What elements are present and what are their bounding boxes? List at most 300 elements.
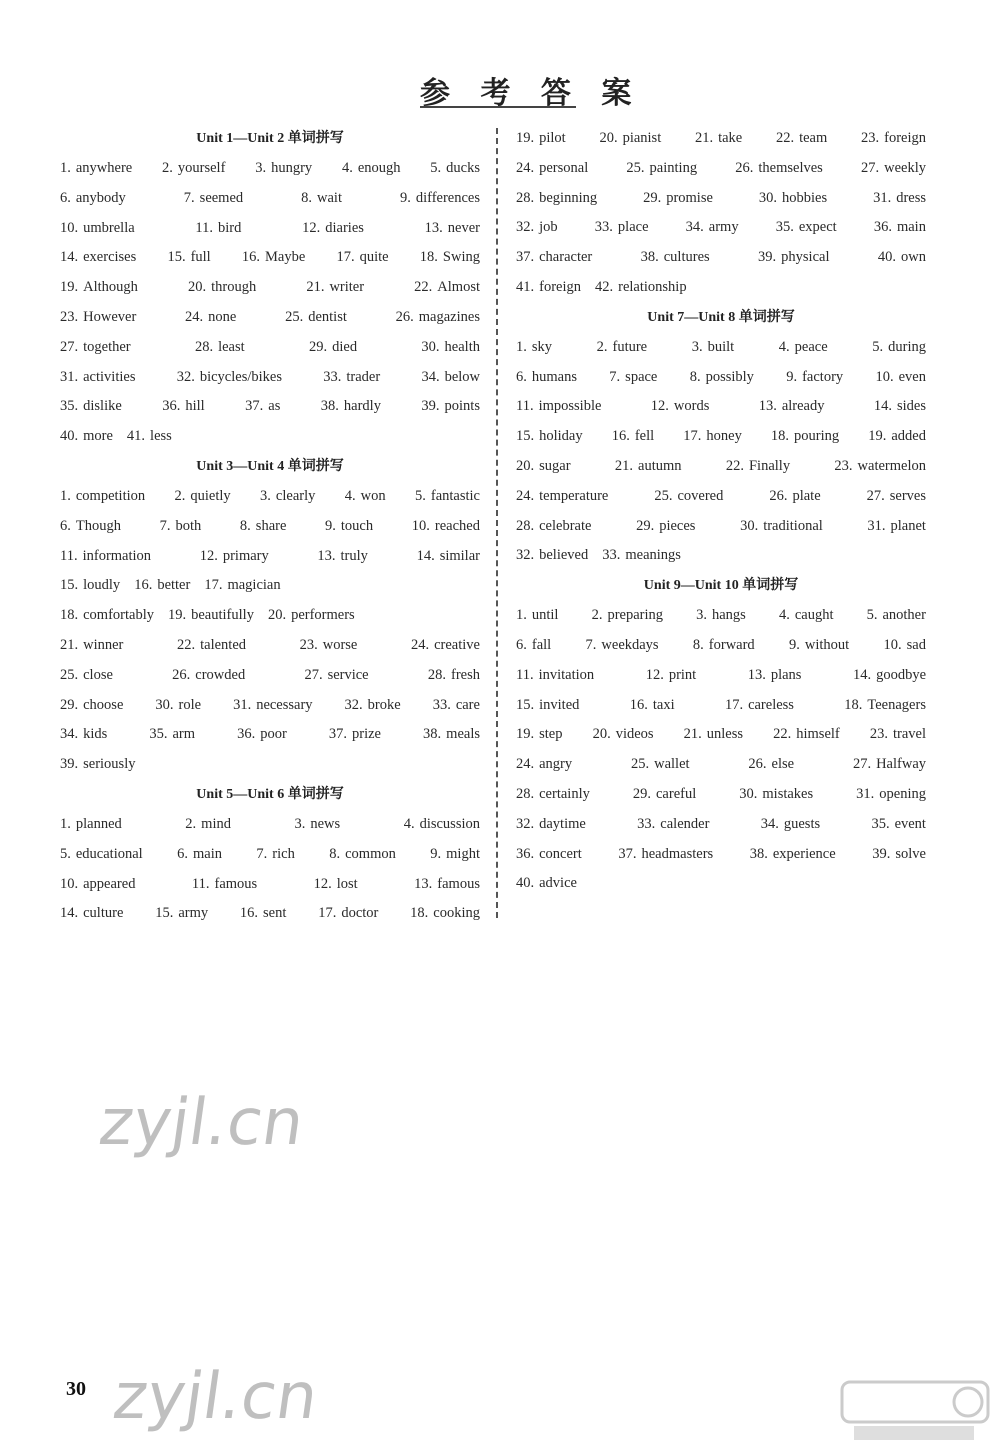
page-number: 30 (66, 1378, 86, 1400)
answer-number: 42. (595, 278, 614, 295)
answer-number: 11. (516, 666, 534, 683)
answer-number: 13. (758, 398, 777, 415)
answer-word: pianist (622, 130, 662, 146)
answer-word: diaries (325, 219, 364, 236)
answer-number: 17. (683, 428, 702, 445)
answer-word: job (539, 219, 558, 236)
answer-item (414, 273, 480, 303)
answer-item (516, 512, 591, 542)
answer-item (60, 482, 145, 512)
answer-number: 24. (516, 756, 535, 773)
answer-number: 28. (427, 666, 446, 683)
answer-item (149, 720, 195, 750)
answer-word: arm (172, 726, 196, 743)
answer-number: 12. (313, 875, 332, 892)
answer-item (336, 243, 388, 273)
answer-number: 14. (873, 398, 892, 415)
answer-word: clearly (275, 487, 316, 504)
answer-number: 30. (758, 189, 777, 206)
page-title: 参 考 答 案 (420, 76, 642, 111)
answer-number: 11. (60, 547, 78, 564)
answer-number: 21. (694, 130, 714, 146)
answer-word: autumn (638, 457, 682, 474)
answer-number: 28. (516, 785, 535, 802)
answer-word: promise (666, 189, 713, 206)
answer-word: performers (291, 607, 355, 624)
answer-word: weekly (884, 159, 926, 176)
answer-number: 7. (609, 368, 621, 385)
answer-word: factory (802, 368, 844, 385)
answer-word: enough (357, 160, 401, 176)
answer-item (875, 363, 926, 393)
answer-item (430, 840, 480, 870)
answer-word: similar (439, 547, 480, 564)
answer-row (516, 452, 926, 482)
answer-number: 9. (399, 189, 411, 206)
answer-item (400, 184, 480, 214)
answer-number: 18. (419, 249, 438, 266)
answer-word: humans (531, 368, 577, 385)
answer-word: wait (317, 189, 342, 206)
answer-item (773, 720, 840, 750)
answer-item (425, 214, 480, 244)
answer-number: 24. (516, 159, 535, 176)
answer-word: daytime (539, 815, 586, 832)
answer-item (172, 661, 245, 691)
answer-word: print (668, 666, 697, 683)
answer-number: 41. (516, 278, 535, 295)
answer-number: 34. (60, 726, 79, 743)
answer-number: 34. (685, 219, 704, 236)
answer-word: team (799, 130, 828, 146)
answer-number: 8. (301, 189, 313, 206)
answer-item (516, 452, 571, 482)
answer-item (195, 333, 245, 363)
answer-number: 27. (860, 159, 880, 176)
answer-item (872, 333, 926, 363)
answer-number: 17. (724, 696, 744, 713)
answer-item (233, 691, 312, 721)
answer-number: 29. (643, 189, 662, 206)
answer-word: necessary (256, 696, 313, 713)
answer-word: exercises (83, 249, 137, 266)
answer-number: 22. (775, 130, 795, 146)
answer-word: hungry (271, 160, 313, 176)
answer-row (60, 810, 480, 840)
answer-number: 27. (304, 666, 323, 683)
answer-word: concert (539, 845, 582, 862)
answer-number: 23. (299, 636, 318, 653)
answer-word: angry (539, 756, 573, 773)
answer-item (693, 631, 755, 661)
answer-word: together (83, 338, 131, 355)
answer-number: 17. (336, 249, 355, 266)
answer-word: Finally (748, 457, 791, 474)
answer-number: 6. (177, 845, 188, 862)
answer-word: goodbye (876, 666, 926, 683)
answer-item (779, 601, 834, 631)
answer-word: opening (879, 785, 926, 802)
answer-item (167, 243, 210, 273)
answer-number: 4. (344, 487, 356, 504)
answer-word: themselves (758, 159, 823, 176)
answer-item (60, 184, 126, 214)
answer-item (160, 512, 202, 542)
answer-item (748, 750, 794, 780)
answer-word: lost (336, 875, 358, 892)
answer-number: 18. (410, 905, 429, 922)
answer-item (692, 333, 734, 363)
answer-number: 24. (185, 308, 204, 325)
answer-number: 10. (60, 219, 79, 236)
answer-number: 4. (778, 338, 790, 355)
answer-number: 1. (60, 487, 71, 504)
answer-item (771, 422, 839, 452)
answer-row (516, 243, 926, 273)
answer-item (853, 750, 926, 780)
answer-number: 2. (162, 160, 173, 176)
unit-heading: Unit 7—Unit 8 单词拼写 (647, 309, 795, 325)
answer-word: as (268, 398, 281, 415)
answer-word: future (612, 338, 648, 355)
answer-word: role (178, 696, 202, 713)
answer-row (516, 661, 926, 691)
answer-item (516, 124, 566, 154)
answer-item (417, 542, 480, 572)
answer-number: 7. (585, 636, 597, 653)
answer-number: 19. (168, 607, 187, 624)
answer-word: planned (75, 815, 122, 832)
answer-row (516, 512, 926, 542)
answer-word: sides (896, 398, 926, 415)
answer-item (60, 899, 123, 929)
answer-row (516, 691, 926, 721)
answer-item (188, 273, 256, 303)
answer-row (516, 392, 926, 422)
answer-item (300, 631, 358, 661)
answer-item (304, 661, 368, 691)
answer-number: 26. (769, 487, 788, 504)
answer-row (60, 899, 480, 929)
answer-item (60, 422, 113, 452)
answer-number: 15. (516, 428, 535, 445)
answer-word: died (332, 338, 358, 355)
answer-number: 35. (149, 726, 168, 743)
answer-word: never (447, 219, 480, 236)
answer-item (654, 482, 723, 512)
answer-word: magician (227, 577, 281, 594)
answer-number: 23. (869, 726, 888, 743)
answer-column-left (60, 124, 480, 929)
answer-word: built (707, 338, 735, 355)
answer-row (516, 869, 926, 899)
answer-number: 14. (852, 666, 872, 683)
answer-word: talented (200, 636, 247, 653)
answer-word: step (539, 726, 563, 743)
answer-item (155, 899, 208, 929)
answer-word: close (83, 666, 113, 683)
answer-item (255, 154, 312, 184)
answer-word: umbrella (83, 219, 135, 236)
answer-number: 8. (689, 368, 701, 385)
answer-number: 36. (162, 398, 181, 415)
answer-number: 32. (176, 368, 195, 385)
answer-item (516, 154, 588, 184)
answer-item (321, 392, 381, 422)
answer-word: invitation (538, 666, 595, 683)
answer-item (739, 780, 813, 810)
answer-word: another (882, 607, 926, 624)
answer-number: 12. (302, 219, 321, 236)
answer-item (516, 869, 577, 899)
answer-item (516, 601, 558, 631)
answer-item (516, 810, 586, 840)
answer-number: 28. (516, 517, 535, 534)
answer-word: quietly (190, 487, 231, 504)
answer-word: information (82, 547, 152, 564)
answer-number: 25. (60, 666, 79, 683)
answer-row (60, 184, 480, 214)
answer-number: 17. (204, 577, 223, 594)
answer-word: mind (201, 815, 231, 832)
answer-number: 16. (134, 577, 153, 594)
answer-row (60, 840, 480, 870)
answer-item (834, 452, 926, 482)
answer-item (329, 840, 396, 870)
answer-number: 32. (344, 696, 363, 713)
answer-item (60, 810, 122, 840)
answer-word: health (444, 338, 480, 355)
answer-word: advice (539, 875, 577, 892)
answer-number: 26. (395, 308, 414, 325)
answer-word: appeared (83, 875, 136, 892)
answer-item (428, 661, 480, 691)
answer-word: celebrate (539, 517, 592, 534)
answer-word: space (625, 368, 658, 385)
answer-word: least (218, 338, 245, 355)
answer-item (60, 750, 135, 780)
answer-word: headmasters (641, 845, 714, 862)
answer-number: 11. (516, 398, 534, 415)
answer-item (870, 720, 926, 750)
answer-word: common (345, 845, 396, 862)
answer-word: less (150, 428, 172, 445)
answer-word: honey (706, 428, 742, 445)
answer-word: sad (906, 636, 926, 653)
answer-item (430, 154, 480, 184)
answer-number: 37. (516, 249, 535, 266)
answer-row (60, 363, 480, 393)
answer-word: won (360, 487, 386, 504)
answer-word: until (531, 607, 559, 624)
answer-number: 19. (868, 428, 887, 445)
answer-word: taxi (652, 696, 675, 713)
answer-row (60, 750, 480, 780)
answer-word: unless (706, 726, 744, 743)
answer-number: 30. (155, 696, 174, 713)
answer-item (868, 422, 926, 452)
answer-number: 15. (167, 249, 186, 266)
answer-word: discussion (419, 815, 480, 832)
answer-number: 39. (872, 845, 891, 862)
answer-item (306, 273, 364, 303)
answer-item (516, 780, 590, 810)
answer-number: 10. (883, 636, 902, 653)
answer-number: 19. (516, 130, 535, 146)
answer-item (60, 363, 135, 393)
answer-row (60, 333, 480, 363)
answer-word: seemed (199, 189, 244, 206)
answer-number: 40. (516, 875, 535, 892)
answer-word: mistakes (762, 785, 814, 802)
answer-word: Although (83, 279, 138, 296)
answer-word: covered (677, 487, 724, 504)
answer-word: beautifully (191, 607, 254, 624)
answer-word: might (446, 845, 480, 862)
answer-item (200, 542, 269, 572)
answer-item (245, 392, 280, 422)
answer-number: 20. (267, 607, 287, 624)
answer-word: anywhere (75, 160, 133, 176)
answer-item (516, 184, 597, 214)
answer-word: fantastic (430, 487, 480, 504)
answer-word: caught (794, 607, 834, 624)
answer-word: touch (340, 517, 374, 534)
answer-word: own (900, 249, 926, 266)
answer-number: 6. (60, 189, 71, 206)
answer-word: himself (796, 726, 840, 743)
answer-word: added (891, 428, 926, 445)
answer-item (516, 333, 552, 363)
answer-word: careful (656, 785, 697, 802)
answer-item (776, 213, 837, 243)
answer-row (60, 243, 480, 273)
answer-row (60, 482, 480, 512)
answer-number: 13. (747, 666, 766, 683)
answer-number: 16. (239, 905, 259, 922)
answer-item (686, 213, 739, 243)
answer-word: peace (794, 338, 828, 355)
answer-word: hardly (343, 398, 381, 415)
answer-number: 32. (516, 219, 535, 236)
answer-number: 31. (867, 517, 886, 534)
answer-item (516, 720, 562, 750)
answer-item (759, 184, 827, 214)
answer-number: 35. (871, 815, 890, 832)
answer-item (345, 691, 401, 721)
answer-item (60, 601, 154, 631)
answer-item (412, 512, 480, 542)
answer-word: However (83, 308, 137, 325)
answer-number: 23. (60, 308, 79, 325)
answer-number: 25. (626, 159, 645, 176)
watermark-lower: zyjl.cn (108, 1360, 323, 1434)
answer-word: Maybe (265, 249, 306, 266)
answer-number: 8. (239, 517, 251, 534)
answer-word: pouring (794, 428, 840, 445)
answer-item (204, 571, 280, 601)
answer-number: 37. (245, 398, 264, 415)
answer-word: ducks (446, 160, 480, 176)
answer-number: 21. (60, 636, 79, 653)
answer-item (595, 213, 649, 243)
answer-number: 21. (683, 726, 702, 743)
answer-number: 36. (516, 845, 535, 862)
answer-number: 22. (725, 457, 744, 474)
answer-word: care (455, 696, 480, 713)
answer-word: bicycles/bikes (199, 368, 282, 385)
answer-item (516, 661, 594, 691)
answer-row (516, 273, 926, 303)
answer-row (60, 601, 480, 631)
answer-item (725, 691, 794, 721)
answer-item (162, 154, 225, 184)
answer-item (884, 631, 926, 661)
answer-number: 9. (325, 517, 336, 534)
answer-row (516, 780, 926, 810)
answer-word: pieces (659, 517, 696, 534)
answer-row (60, 720, 480, 750)
answer-word: sent (263, 905, 287, 922)
unit-heading: Unit 1—Unit 2 单词拼写 (196, 131, 344, 146)
answer-item (861, 124, 926, 154)
answer-word: foreign (884, 130, 926, 146)
answer-item (260, 482, 315, 512)
answer-item (421, 333, 480, 363)
answer-item (856, 780, 926, 810)
answer-word: competition (75, 487, 146, 504)
answer-word: Almost (437, 279, 480, 296)
answer-item (630, 691, 675, 721)
answer-number: 22. (176, 636, 196, 653)
answer-item (516, 691, 579, 721)
answer-item (696, 601, 746, 631)
answer-row (60, 512, 480, 542)
answer-item (633, 780, 696, 810)
answer-item (593, 720, 654, 750)
answer-item (323, 363, 380, 393)
answer-item (314, 870, 358, 900)
answer-item (516, 363, 577, 393)
answer-number: 10. (60, 875, 79, 892)
answer-number: 32. (516, 815, 535, 832)
answer-item (60, 542, 151, 572)
answer-item (309, 333, 357, 363)
answer-word: Though (75, 517, 121, 534)
answer-row (60, 870, 480, 900)
answer-word: hobbies (782, 189, 828, 206)
answer-word: both (175, 517, 202, 534)
answer-number: 4. (778, 607, 790, 624)
answer-item (592, 601, 663, 631)
answer-item (516, 840, 582, 870)
answer-word: forward (708, 636, 755, 653)
answer-word: certainly (539, 785, 590, 802)
answer-word: solve (895, 845, 926, 862)
answer-row (516, 213, 926, 243)
answer-number: 39. (60, 756, 79, 773)
answer-word: reached (434, 517, 480, 534)
answer-word: words (673, 398, 710, 415)
answer-word: dislike (83, 398, 122, 415)
answer-number: 28. (194, 338, 214, 355)
answer-word: temperature (539, 487, 609, 504)
answer-item (597, 333, 648, 363)
answer-word: yourself (177, 160, 226, 176)
answer-item (420, 243, 480, 273)
answer-item (758, 243, 829, 273)
answer-item (874, 392, 926, 422)
